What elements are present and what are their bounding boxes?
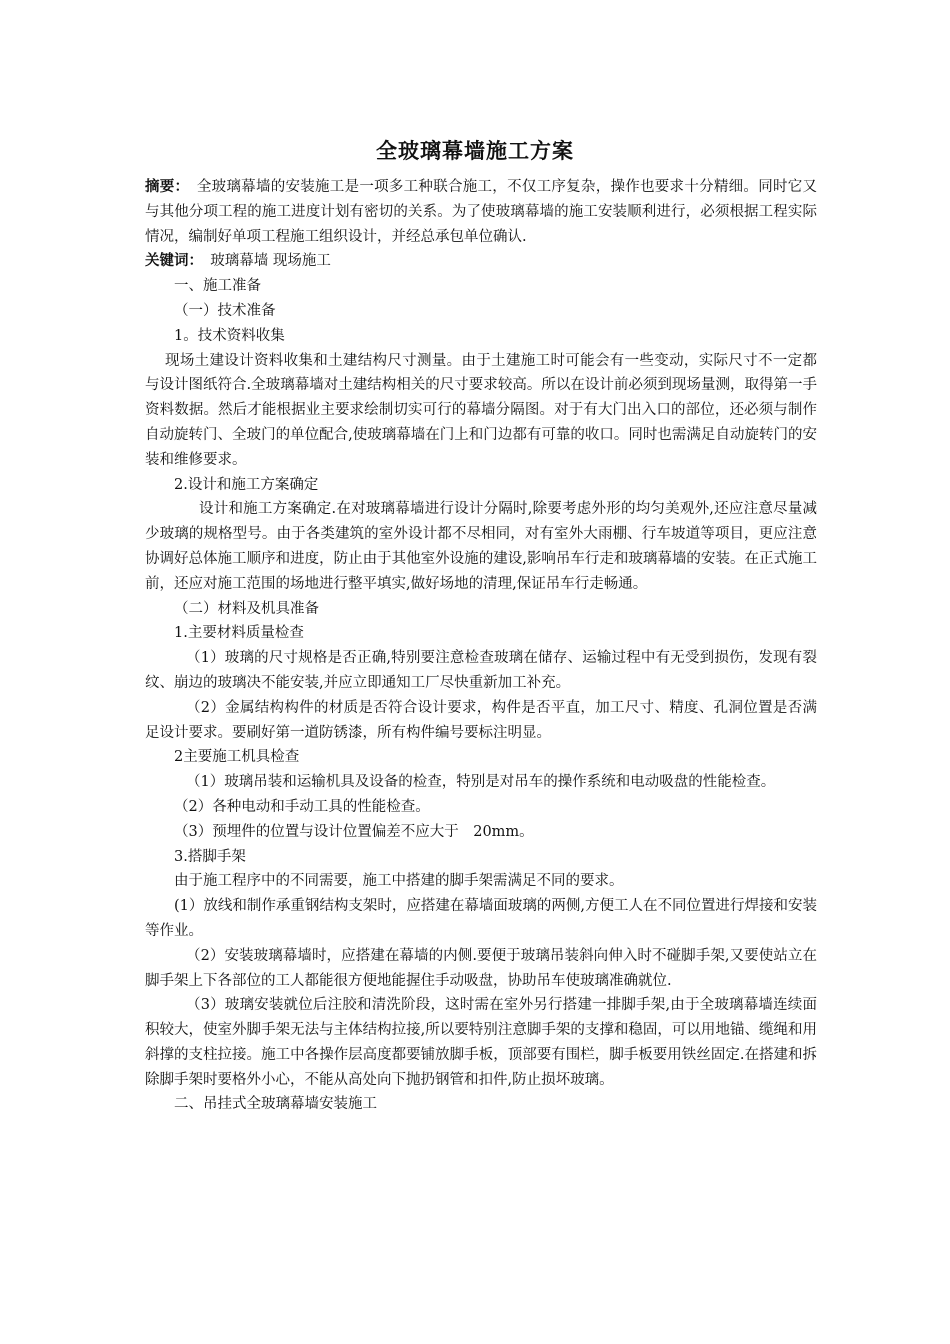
body-paragraph: 现场土建设计资料收集和土建结构尺寸测量。由于土建施工时可能会有一些变动，实际尺寸不一定都与设计图纸符合.全玻璃幕墙对土建结构相关的尺寸要求较高。所以在设计前必须到现场量测，取得第一手资料数据。然后才能根据业主要求绘制切实可行的幕墙分隔图。对于有大门出入口的部位，还必须与制作自动旋转门、全玻门的单位配合,使玻璃幕墙在门上和门边都有可靠的收口。同时也需满足自动旋转门的安装和维修要求。 [145,352,817,468]
section-heading: 二、吊挂式全玻璃幕墙安装施工 [174,1096,377,1113]
body-paragraph: 设计和施工方案确定.在对玻璃幕墙进行设计分隔时,除要考虑外形的均匀美观外,还应注意尽量减少玻璃的规格型号。由于各类建筑的室外设计都不尽相同，对有室外大雨棚、行车坡道等项目，更应注意协调好总体施工顺序和进度，防止由于其他室外设施的建设,影响吊车行走和玻璃幕墙的安装。在正式施工前，还应对施工范围的场地进行整平填实,做好场地的清理,保证吊车行走畅通。 [145,501,817,592]
subsection-heading: （一）技术准备 [174,302,276,319]
body-paragraph: （3）预埋件的位置与设计位置偏差不应大于 20mm。 [174,823,534,840]
body-paragraph: （1）玻璃吊装和运输机具及设备的检查，特别是对吊车的操作系统和电动吸盘的性能检查。 [186,774,776,791]
body-paragraph: （2）各种电动和手动工具的性能检查。 [174,798,430,815]
keywords [145,249,817,274]
body-paragraph: (1）放线和制作承重钢结构支架时，应搭建在幕墙面玻璃的两侧,方便工人在不同位置进行焊接和安装等作业。 [145,898,817,939]
item-heading: 2.设计和施工方案确定 [174,476,319,493]
abstract-label: 摘要： [145,179,183,195]
abstract-text: 全玻璃幕墙的安装施工是一项多工种联合施工，不仅工序复杂，操作也要求十分精细。同时它又与其他分项工程的施工进度计划有密切的关系。为了使玻璃幕墙的施工安装顺利进行，必须根据工程实际情况，编制好单项工程施工组织设计，并经总承包单位确认. [145,179,818,245]
body-paragraph: 由于施工程序中的不同需要，施工中搭建的脚手架需满足不同的要求。 [174,873,624,890]
subsection-heading: （二）材料及机具准备 [174,600,319,617]
body-paragraph: （3）玻璃安装就位后注胶和清洗阶段，这时需在室外另行搭建一排脚手架,由于全玻璃幕墙连续面积较大，使室外脚手架无法与主体结构拉接,所以要特别注意脚手架的支撑和稳固，可以用地锚、缆绳和用斜撑的支柱拉接。施工中各操作层高度都要铺放脚手板，顶部要有围栏，脚手板要用铁丝固定.在搭建和拆除脚手架时要格外小心，不能从高处向下抛扔钢管和扣件,防止损坏玻璃。 [145,997,817,1088]
item-heading: 1.主要材料质量检查 [174,625,304,642]
body-paragraph: （2）安装玻璃幕墙时，应搭建在幕墙的内侧.要便于玻璃吊装斜向伸入时不碰脚手架,又要使站立在脚手架上下各部位的工人都能很方便地能握住手动吸盘，协助吊车使玻璃准确就位. [145,947,817,989]
item-heading: 1。技术资料收集 [174,327,285,344]
keywords-text: 玻璃幕墙 现场施工 [195,253,331,270]
section-heading: 一、施工准备 [174,278,261,295]
item-heading: 2主要施工机具检查 [174,749,300,766]
body-paragraph: （2）金属结构构件的材质是否符合设计要求，构件是否平直，加工尺寸、精度、孔洞位置是否满足设计要求。要刷好第一道防锈漆，所有构件编号要标注明显。 [145,699,817,741]
keywords-label: 关键词： [145,253,196,270]
abstract [145,175,817,249]
document-body [145,175,817,1117]
item-heading: 3.搭脚手架 [174,848,246,865]
body-paragraph: （1）玻璃的尺寸规格是否正确,特别要注意检查玻璃在储存、运输过程中有无受到损伤，发现有裂纹、崩边的玻璃决不能安装,并应立即通知工厂尽快重新加工补充。 [145,650,817,691]
document-title: 全玻璃幕墙施工方案 [376,139,574,163]
